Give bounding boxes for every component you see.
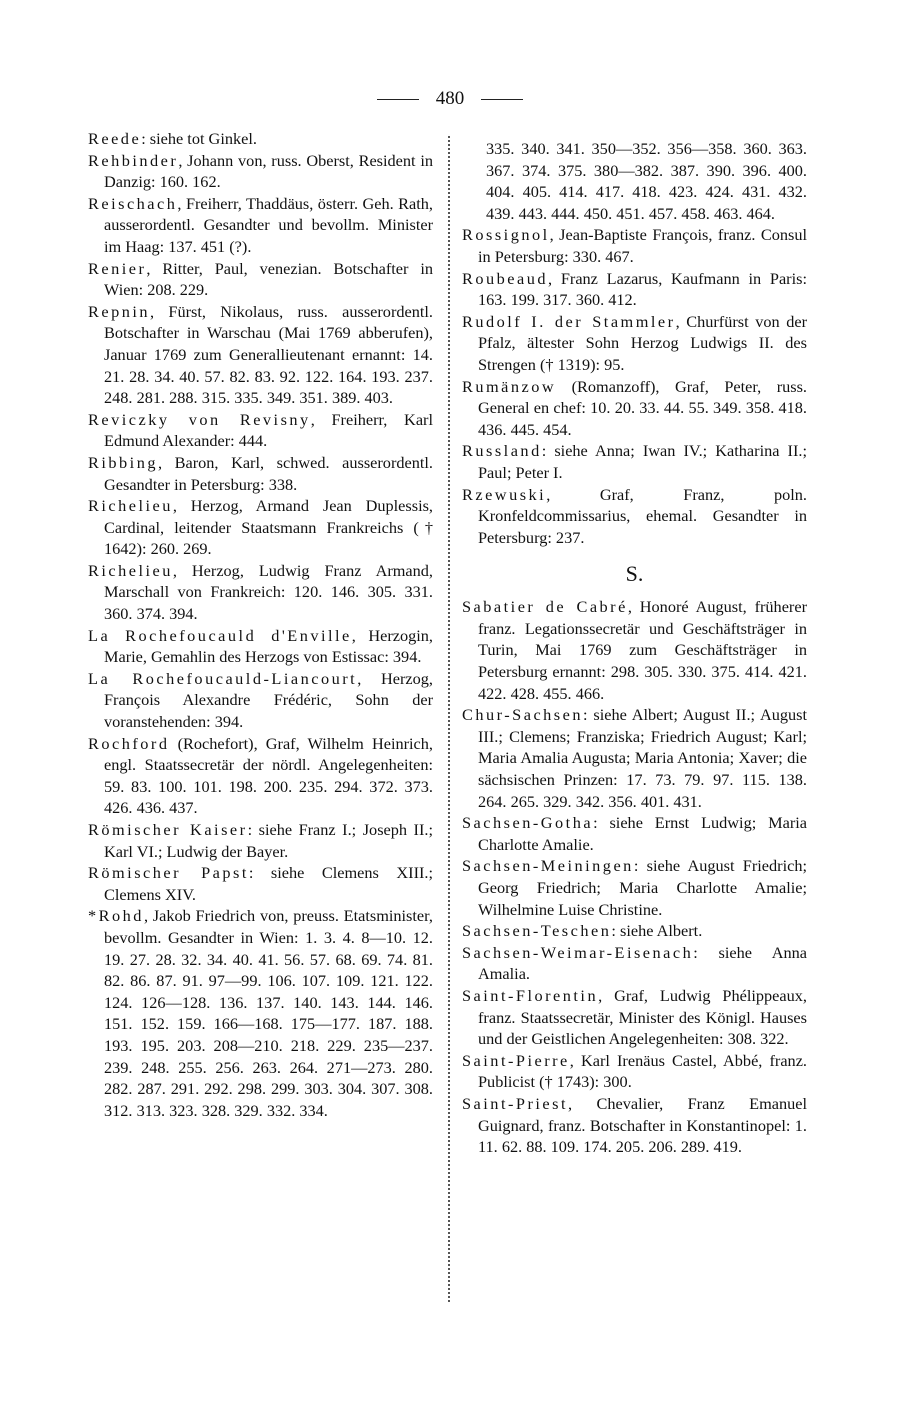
index-entry	[88, 409, 433, 452]
index-entry	[462, 920, 807, 942]
index-entry	[462, 440, 807, 483]
entry-lemma: Rzewuski	[462, 484, 547, 504]
right-s-entries	[462, 596, 807, 1157]
entry-lemma: La Rochefoucauld-Liancourt	[88, 668, 358, 688]
entry-text: (Romanzoff), Graf, Peter, russ. General en chef: 10. 20. 33. 44. 55. 349. 358. 418. 436. 445. 454.	[478, 376, 807, 439]
entry-text: : siehe Anna Amalia.	[478, 942, 807, 984]
index-entry	[462, 311, 807, 376]
entry-lemma: Ribbing	[88, 452, 158, 472]
entry-lemma: Renier	[88, 258, 147, 278]
header-rule-left	[377, 99, 419, 100]
index-entry	[462, 812, 807, 855]
entry-text: , Churfürst von der Pfalz, ältester Sohn Herzog Ludwigs II. des Strengen († 1319): 95.	[478, 311, 807, 374]
entry-text: , Freiherr, Karl Edmund Alexander: 444.	[104, 409, 433, 451]
entry-lemma: Rudolf I. der Stammler	[462, 311, 676, 331]
entry-text: : siehe August Friedrich; Georg Friedrich; Maria Charlotte Amalie; Wilhelmine Luise Christine.	[478, 856, 807, 919]
entry-lemma: Sachsen-Meiningen	[462, 856, 634, 876]
entry-lemma: Rehbinder	[88, 150, 179, 170]
entry-lemma: Richelieu	[88, 560, 173, 580]
entry-text: , Johann von, russ. Oberst, Resident in Danzig: 160. 162.	[104, 150, 433, 192]
index-entry	[88, 862, 433, 905]
index-entry	[462, 268, 807, 311]
index-entry	[462, 484, 807, 549]
entry-text: , Karl Irenäus Castel, Abbé, franz. Publicist († 1743): 300.	[478, 1050, 807, 1092]
page-header	[0, 88, 900, 110]
entry-text: , Jean-Baptiste François, franz. Consul in Petersburg: 330. 467.	[478, 225, 807, 266]
header-rule-right	[481, 99, 523, 100]
entry-lemma: Saint-Florentin	[462, 985, 599, 1005]
index-entry	[88, 560, 433, 625]
entry-lemma: Reischach	[88, 193, 178, 213]
entry-text: : siehe Albert; August II.; August III.; Clemens; Franziska; Friedrich August; Karl; Maria Amalia Augusta; Maria Antonia; Xaver; die sächsischen Prinzen: 17. 73. 79. 97. 115. 138. 264. 265. 329. 342. 356. 401. 431.	[478, 705, 807, 811]
index-entry	[462, 224, 807, 267]
index-entry	[88, 495, 433, 560]
index-entry	[462, 985, 807, 1050]
entry-lemma: Sabatier de Cabré	[462, 597, 628, 617]
index-entry	[462, 138, 807, 224]
index-entry	[88, 819, 433, 862]
right-r-entries	[462, 138, 807, 548]
entry-text: : siehe Albert.	[611, 921, 703, 941]
index-entry	[462, 942, 807, 985]
column-divider	[448, 136, 450, 1302]
index-entry	[88, 150, 433, 193]
entry-lemma: Rumänzow	[462, 376, 557, 396]
entry-lemma: La Rochefoucauld d'Enville	[88, 625, 352, 645]
entry-text: , Graf, Franz, poln. Kronfeldcommissarius, ehemal. Gesandter in Petersburg: 237.	[478, 484, 807, 547]
entry-lemma: Sachsen-Weimar-Eisenach	[462, 942, 694, 962]
index-entry	[88, 452, 433, 495]
entry-text: , Freiherr, Thaddäus, österr. Geh. Rath, ausserordentl. Gesandter und bevollm. Minister im Haag: 137. 451 (?).	[104, 193, 433, 256]
entry-lemma: Richelieu	[88, 496, 173, 516]
entry-text: : siehe Anna; Iwan IV.; Katharina II.; Paul; Peter I.	[478, 441, 807, 482]
page-number: 480	[435, 88, 465, 109]
entry-text: (Rochefort), Graf, Wilhelm Heinrich, engl. Staatssecretär der nördl. Angelegenheiten: 59. 83. 100. 101. 198. 200. 235. 294. 372. 373. 426. 436. 437.	[104, 733, 433, 818]
entry-text: : siehe Franz I.; Joseph II.; Karl VI.; Ludwig der Bayer.	[104, 820, 433, 861]
entry-text: , Jakob Friedrich von, preuss. Etatsminister, bevollm. Gesandter in Wien: 1. 3. 4. 8—10. 12. 19. 27. 28. 32. 34. 40. 41. 56. 57. 68. 69. 74. 81. 82. 86. 87. 91. 97—99. 106. 107. 109. 121. 122. 124. 126—128. 136. 137. 140. 143. 144. 146. 151. 152. 159. 166—168. 175—177. 187. 188. 193. 195. 203. 208—210. 218. 229. 235—237. 239. 248. 255. 256. 263. 264. 271—273. 280. 282. 287. 291. 292. 298. 299. 303. 304. 307. 308. 312. 313. 323. 328. 329. 332. 334.	[104, 906, 433, 1120]
entry-text: : siehe Ernst Ludwig; Maria Charlotte Amalie.	[478, 813, 807, 854]
entry-text: , Fürst, Nikolaus, russ. ausserordentl. Botschafter in Warschau (Mai 1769 abberufen), Januar 1769 zum Generallieutenant ernannt: 14. 21. 28. 34. 40. 57. 82. 83. 92. 122. 164. 193. 237. 248. 281. 288. 315. 335. 349. 351. 389. 403.	[104, 301, 433, 408]
entry-lemma: Repnin	[88, 301, 151, 321]
entry-text: , Herzog, Ludwig Franz Armand, Marschall von Frankreich: 120. 146. 305. 331. 360. 374. 394.	[104, 560, 433, 624]
entry-lemma: Rochford	[88, 733, 170, 753]
entry-lemma: Saint-Pierre	[462, 1050, 570, 1070]
entry-text: , Graf, Ludwig Phélippeaux, franz. Staatssecretär, Minister des Königl. Hauses und der Geistlichen Angelegenheiten: 308. 322.	[478, 985, 807, 1049]
index-entry	[88, 258, 433, 301]
entry-lemma: Reede	[88, 129, 142, 148]
index-entry	[88, 301, 433, 409]
index-entry	[88, 905, 433, 1121]
entry-lemma: Chur-Sachsen	[462, 705, 584, 725]
index-entry	[462, 596, 807, 704]
entry-text: 335. 340. 341. 350—352. 356—358. 360. 363. 367. 374. 375. 380—382. 387. 390. 396. 400. 404. 405. 414. 417. 418. 423. 424. 431. 432. 439. 443. 444. 450. 451. 457. 458. 463. 464.	[486, 139, 807, 223]
entry-lemma: *Rohd	[88, 906, 144, 926]
section-heading: S.	[625, 561, 644, 587]
entry-text: , Herzog, Armand Jean Duplessis, Cardinal, leitender Staatsmann Frankreichs († 1642): 260. 269.	[104, 496, 433, 559]
index-entry	[88, 668, 433, 733]
index-entry	[88, 128, 433, 150]
entry-lemma: Römischer Kaiser	[88, 820, 248, 839]
entry-text: , Ritter, Paul, venezian. Botschafter in Wien: 208. 229.	[104, 258, 433, 300]
entry-lemma: Roubeaud	[462, 268, 549, 288]
entry-text: , Herzog, François Alexandre Frédéric, Sohn der voranstehenden: 394.	[104, 668, 433, 732]
index-entry	[462, 855, 807, 920]
entry-text: : siehe Clemens XIII.; Clemens XIV.	[104, 863, 434, 904]
entry-text: , Franz Lazarus, Kaufmann in Paris: 163. 199. 317. 360. 412.	[478, 268, 807, 310]
entry-lemma: Sachsen-Teschen	[462, 921, 612, 941]
entry-lemma: Sachsen-Gotha	[462, 813, 594, 833]
index-entry	[462, 1050, 807, 1093]
index-entry	[88, 733, 433, 819]
index-entry	[462, 1093, 807, 1158]
entry-lemma: Römischer Papst	[88, 863, 249, 883]
entry-text: , Chevalier, Franz Emanuel Guignard, franz. Botschafter in Konstantinopel: 1. 11. 62. 88. 109. 174. 205. 206. 289. 419.	[478, 1093, 807, 1157]
left-column	[88, 128, 433, 1121]
index-entry	[88, 193, 433, 258]
index-entry	[88, 625, 433, 668]
entry-lemma: Saint-Priest	[462, 1093, 568, 1113]
right-column	[462, 138, 807, 1158]
entry-text: , Baron, Karl, schwed. ausserordentl. Gesandter in Petersburg: 338.	[104, 452, 433, 494]
entry-text: : siehe tot Ginkel.	[141, 129, 257, 148]
index-entry	[462, 376, 807, 441]
entry-lemma: Russland	[462, 441, 542, 461]
index-entry	[462, 704, 807, 812]
entry-lemma: Rossignol	[462, 225, 550, 245]
entry-text: , Honoré August, früherer franz. Legationssecretär und Geschäftsträger in Turin, Mai 1769 zum Geschäftsträger in Petersburg ernannt: 298. 305. 330. 375. 414. 421. 422. 428. 455. 466.	[478, 597, 807, 703]
entry-text: , Herzogin, Marie, Gemahlin des Herzogs von Estissac: 394.	[104, 625, 433, 667]
entry-lemma: Reviczky von Revisny	[88, 409, 311, 429]
